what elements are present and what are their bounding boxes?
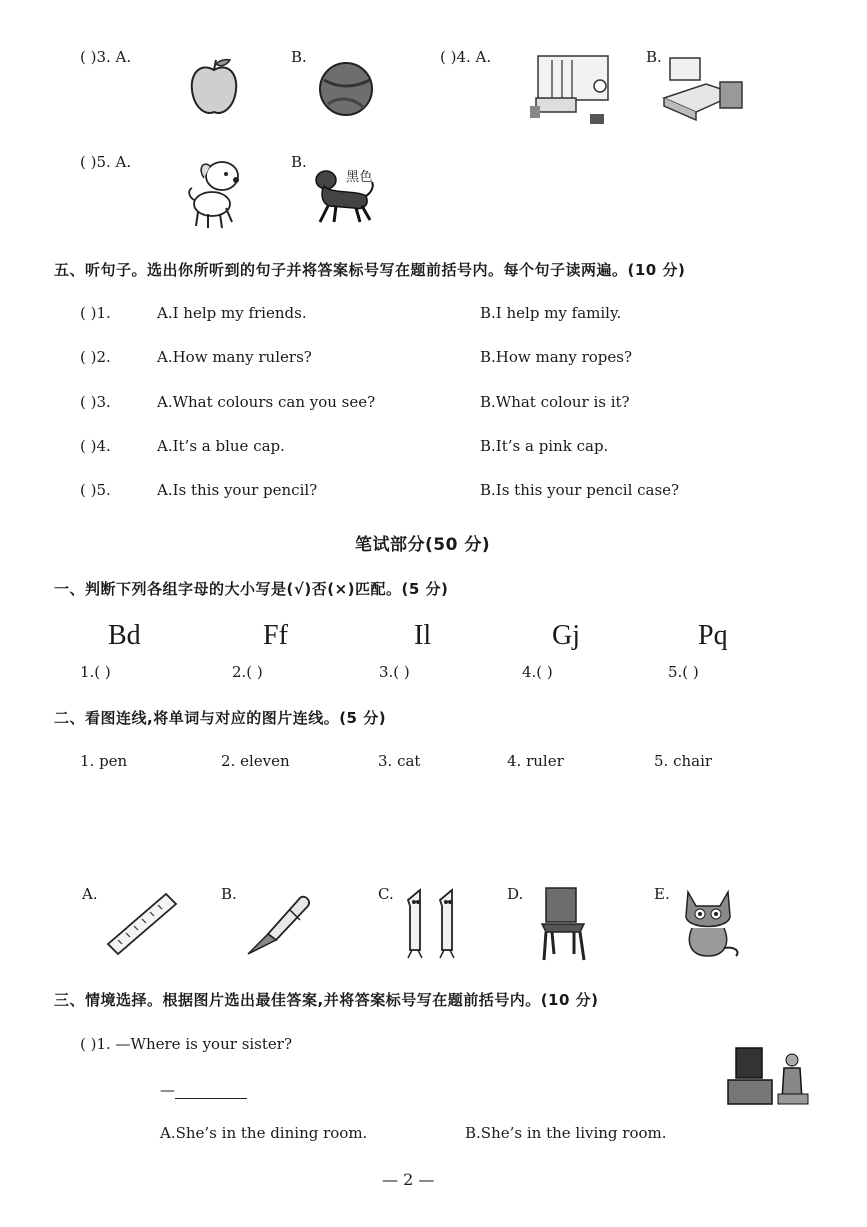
- q3-label: ( )3. A.: [80, 48, 132, 66]
- answer-dash: —: [160, 1081, 175, 1099]
- s5-q1-option-a: A.I help my friends.: [157, 304, 307, 322]
- part3-option-a: A.She’s in the dining room.: [160, 1124, 368, 1142]
- pic-label-c: C.: [378, 885, 394, 903]
- s5-q5-num: ( )5.: [80, 481, 111, 499]
- part2-title: 二、看图连线,将单词与对应的图片连线。(5 分): [54, 709, 387, 727]
- s5-q1-num: ( )1.: [80, 304, 111, 322]
- s5-q2-num: ( )2.: [80, 348, 111, 366]
- chair-image: [538, 884, 590, 962]
- word-chair: 5. chair: [654, 752, 713, 770]
- answer-blank-2[interactable]: 2.( ): [232, 663, 263, 681]
- word-ruler: 4. ruler: [507, 752, 564, 770]
- part1-title: 一、判断下列各组字母的大小写是(√)否(×)匹配。(5 分): [54, 580, 449, 598]
- ball-image: [318, 60, 374, 118]
- word-eleven: 2. eleven: [221, 752, 290, 770]
- s5-q3-num: ( )3.: [80, 393, 111, 411]
- word-cat: 3. cat: [378, 752, 421, 770]
- part3-q1: ( )1. —Where is your sister?: [80, 1035, 292, 1053]
- pen-image: [238, 890, 316, 958]
- part3-option-b: B.She’s in the living room.: [465, 1124, 667, 1142]
- white-dog-image: [184, 156, 250, 230]
- part3-title: 三、情境选择。根据图片选出最佳答案,并将答案标号写在题前括号内。(10 分): [54, 991, 599, 1009]
- answer-blank-4[interactable]: 4.( ): [522, 663, 553, 681]
- written-part-title: 笔试部分(50 分): [355, 535, 491, 555]
- number-eleven-image: [398, 884, 470, 960]
- q5-label: ( )5. A.: [80, 153, 132, 171]
- s5-q2-option-b: B.How many ropes?: [480, 348, 632, 366]
- bathroom-image: [528, 46, 614, 128]
- section5-title: 五、听句子。选出你所听到的句子并将答案标号写在题前括号内。每个句子读两遍。(10 分): [54, 261, 686, 279]
- s5-q4-num: ( )4.: [80, 437, 111, 455]
- q5-option-b: B.: [291, 153, 307, 171]
- answer-blank-3[interactable]: 3.( ): [379, 663, 410, 681]
- answer-blank-5[interactable]: 5.( ): [668, 663, 699, 681]
- s5-q4-option-b: B.It’s a pink cap.: [480, 437, 609, 455]
- cat-image: [680, 886, 744, 960]
- letter-pair-1: Bd: [108, 620, 141, 651]
- letter-pair-5: Pq: [698, 620, 728, 651]
- s5-q2-option-a: A.How many rulers?: [157, 348, 312, 366]
- letter-pair-4: Gj: [552, 620, 580, 651]
- q3-option-b: B.: [291, 48, 307, 66]
- living-room-image: [726, 1044, 810, 1108]
- s5-q1-option-b: B.I help my family.: [480, 304, 622, 322]
- s5-q3-option-b: B.What colour is it?: [480, 393, 630, 411]
- s5-q3-option-a: A.What colours can you see?: [157, 393, 376, 411]
- letter-pair-3: Il: [414, 620, 432, 651]
- word-pen: 1. pen: [80, 752, 128, 770]
- answer-line[interactable]: [175, 1098, 247, 1099]
- s5-q5-option-a: A.Is this your pencil?: [157, 481, 318, 499]
- letter-pair-2: Ff: [263, 620, 288, 651]
- q4-option-b: B.: [646, 48, 662, 66]
- apple-image: [186, 56, 242, 118]
- black-dog-image: [310, 166, 376, 226]
- pic-label-e: E.: [654, 885, 670, 903]
- q4-label: ( )4. A.: [440, 48, 492, 66]
- pic-label-d: D.: [507, 885, 524, 903]
- bedroom-image: [660, 54, 744, 124]
- s5-q4-option-a: A.It’s a blue cap.: [157, 437, 285, 455]
- black-color-note: 黑色: [346, 170, 374, 185]
- pic-label-a: A.: [82, 885, 98, 903]
- ruler-image: [104, 890, 180, 958]
- s5-q5-option-b: B.Is this your pencil case?: [480, 481, 680, 499]
- answer-blank-1[interactable]: 1.( ): [80, 663, 111, 681]
- page-number: — 2 —: [382, 1170, 435, 1189]
- pic-label-b: B.: [221, 885, 237, 903]
